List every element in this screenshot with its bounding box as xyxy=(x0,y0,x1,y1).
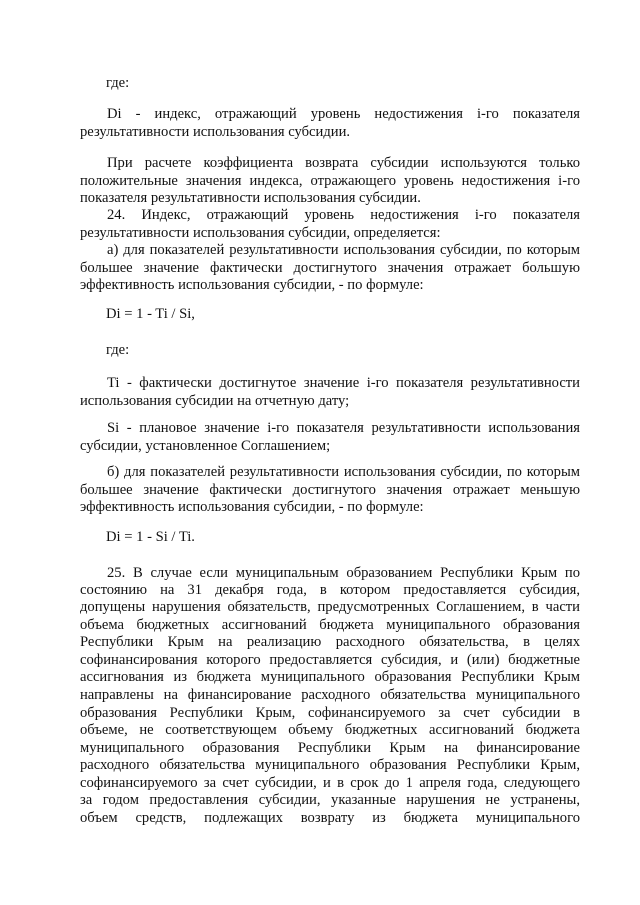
paragraph-di-definition: Di - индекс, отражающий уровень недостижения i-го показателя результативности использования субсидии. xyxy=(80,106,580,140)
formula-1: Di = 1 - Ti / Si, xyxy=(106,306,195,322)
paragraph-25-line: ассигнования из бюджета муниципального образования Республики Крым xyxy=(80,669,580,685)
paragraph-25-line: софинансирования которого предоставляется субсидия, и (или) бюджетные xyxy=(80,652,580,668)
paragraph-25-line: софинансируемого за счет субсидии, и в срок до 1 апреля года, следующего xyxy=(80,775,580,791)
paragraph-positive-values: При расчете коэффициента возврата субсидии используются только положительные значения индекса, отражающего уровень недостижения i-го показателя результативности использования субсидии. xyxy=(80,155,580,207)
paragraph-25-line: образования Республики Крым, софинансируемого за счет субсидии в xyxy=(80,705,580,721)
paragraph-25-line: допущены нарушения обязательств, предусмотренных Соглашением, в части xyxy=(80,599,580,615)
paragraph-24-a: а) для показателей результативности использования субсидии, по которым большее значение фактически достигнутого значения отражает большую эффективность использования субсидии, - по формуле: xyxy=(80,242,580,294)
paragraph-25-line: направлены на финансирование расходного обязательства муниципального xyxy=(80,687,580,703)
paragraph-25-line: за годом предоставления субсидии, указанные нарушения не устранены, xyxy=(80,792,580,808)
paragraph-24-b: б) для показателей результативности использования субсидии, по которым большее значение фактически достигнутого значения отражает меньшую эффективность использования субсидии, - по формуле: xyxy=(80,464,580,516)
paragraph-24: 24. Индекс, отражающий уровень недостижения i-го показателя результативности использования субсидии, определяется: xyxy=(80,207,580,241)
paragraph-25-line: Республики Крым на реализацию расходного обязательства, в целях xyxy=(80,634,580,650)
where-label-1: где: xyxy=(106,75,130,91)
paragraph-25-line: 25. В случае если муниципальным образованием Республики Крым по xyxy=(107,565,580,581)
paragraph-25-line: расходного обязательства муниципального образования Республики Крым, xyxy=(80,757,580,773)
paragraph-25-line: объема бюджетных ассигнований бюджета муниципального образования xyxy=(80,617,580,633)
formula-2: Di = 1 - Si / Ti. xyxy=(106,529,195,545)
paragraph-25-line: объем средств, подлежащих возврату из бюджета муниципального xyxy=(80,810,580,826)
paragraph-ti-definition: Ti - фактически достигнутое значение i-го показателя результативности использования субсидии на отчетную дату; xyxy=(80,375,580,409)
paragraph-25-line: состоянию на 31 декабря года, в котором предоставляется субсидия, xyxy=(80,582,580,598)
paragraph-25-line: муниципального образования Республики Крым на финансирование xyxy=(80,740,580,756)
paragraph-si-definition: Si - плановое значение i-го показателя результативности использования субсидии, установленное Соглашением; xyxy=(80,420,580,454)
paragraph-25-line: объеме, не соответствующем объему бюджетных ассигнований бюджета xyxy=(80,722,580,738)
where-label-2: где: xyxy=(106,342,130,358)
